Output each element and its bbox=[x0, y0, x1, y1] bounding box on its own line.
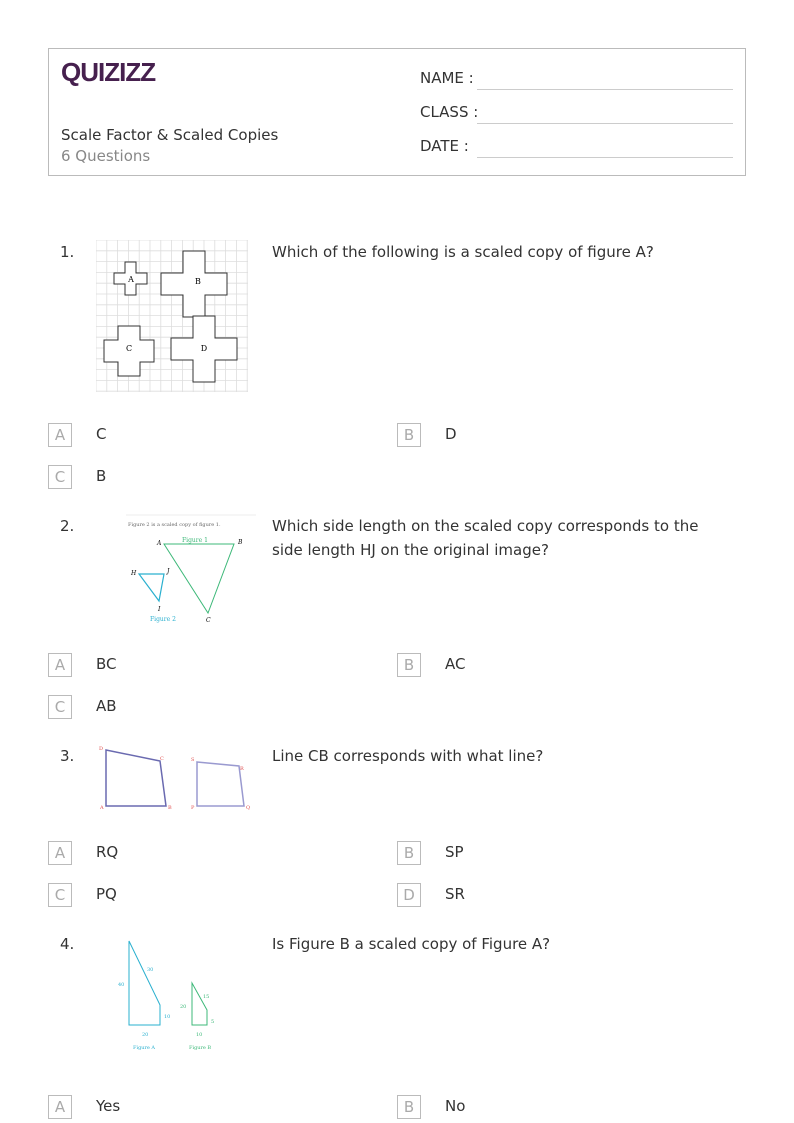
option-letter: B bbox=[397, 653, 421, 677]
vertex-d: D bbox=[99, 746, 104, 752]
label-a-bottom: 20 bbox=[142, 1032, 149, 1038]
quadrilaterals-image bbox=[96, 744, 256, 814]
name-label: NAME : bbox=[420, 69, 474, 87]
vertex-a: A bbox=[157, 540, 162, 547]
option-text: AB bbox=[96, 697, 117, 715]
option-letter: B bbox=[397, 423, 421, 447]
class-label: CLASS : bbox=[420, 103, 479, 121]
question-number: 1. bbox=[60, 243, 75, 261]
question-number: 2. bbox=[60, 517, 75, 535]
vertex-p: P bbox=[191, 805, 195, 811]
option-letter: C bbox=[48, 695, 72, 719]
option-text: BC bbox=[96, 655, 117, 673]
option-letter: A bbox=[48, 653, 72, 677]
label-b-hyp: 15 bbox=[203, 994, 210, 1000]
label-b-right: 5 bbox=[211, 1019, 215, 1025]
option-text: SR bbox=[445, 885, 465, 903]
figure-caption: Figure 2 is a scaled copy of figure 1. bbox=[128, 522, 221, 528]
vertex-a: A bbox=[100, 805, 104, 811]
option-text: RQ bbox=[96, 843, 119, 861]
question-number: 4. bbox=[60, 935, 75, 953]
grid-figures-image bbox=[96, 240, 248, 392]
question-count: 6 Questions bbox=[61, 147, 151, 165]
figure-b-name: Figure B bbox=[189, 1045, 212, 1051]
date-label: DATE : bbox=[420, 137, 469, 155]
option-text: No bbox=[445, 1097, 466, 1115]
label-a-hyp: 30 bbox=[147, 967, 154, 973]
figure-label-d: D bbox=[200, 344, 208, 353]
label-b-left: 20 bbox=[180, 1004, 187, 1010]
triangles-image bbox=[126, 514, 256, 626]
figure-2-label: Figure 2 bbox=[150, 616, 176, 623]
vertex-c: C bbox=[206, 617, 211, 624]
option-letter: D bbox=[397, 883, 421, 907]
figure-1-label: Figure 1 bbox=[182, 537, 208, 544]
question-text: Which side length on the scaled copy corresponds to the side length HJ on the original image? bbox=[272, 517, 699, 559]
class-field[interactable] bbox=[420, 103, 478, 121]
vertex-b: B bbox=[238, 539, 243, 546]
date-field[interactable] bbox=[420, 137, 469, 155]
figure-label-a: A bbox=[128, 275, 134, 284]
option-letter: B bbox=[397, 1095, 421, 1119]
option-text: D bbox=[445, 425, 457, 443]
question-text: Line CB corresponds with what line? bbox=[272, 747, 544, 765]
quizizz-logo: QUIZIZZ bbox=[61, 57, 156, 87]
name-field[interactable] bbox=[420, 69, 474, 87]
question-text: Is Figure B a scaled copy of Figure A? bbox=[272, 935, 551, 953]
option-text: PQ bbox=[96, 885, 117, 903]
vertex-j: J bbox=[167, 568, 170, 575]
right-trapezoids-image bbox=[110, 932, 240, 1072]
option-text: AC bbox=[445, 655, 466, 673]
option-letter: C bbox=[48, 883, 72, 907]
option-letter: A bbox=[48, 841, 72, 865]
option-text: SP bbox=[445, 843, 464, 861]
figure-label-b: B bbox=[195, 277, 201, 286]
worksheet-title: Scale Factor & Scaled Copies bbox=[61, 126, 279, 144]
label-b-bottom: 10 bbox=[196, 1032, 203, 1038]
option-letter: A bbox=[48, 1095, 72, 1119]
option-text: Yes bbox=[96, 1097, 121, 1115]
vertex-c: C bbox=[160, 756, 164, 762]
figure-label-c: C bbox=[125, 344, 133, 353]
option-letter: C bbox=[48, 465, 72, 489]
question-number: 3. bbox=[60, 747, 75, 765]
question-text: Which of the following is a scaled copy of figure A? bbox=[272, 243, 654, 261]
label-a-right: 10 bbox=[164, 1014, 171, 1020]
vertex-i: I bbox=[158, 606, 161, 613]
vertex-h: H bbox=[131, 570, 137, 577]
vertex-s: S bbox=[191, 757, 195, 763]
option-letter: A bbox=[48, 423, 72, 447]
worksheet-header bbox=[48, 48, 746, 176]
option-text: C bbox=[96, 425, 107, 443]
figure-a-name: Figure A bbox=[133, 1045, 156, 1051]
option-text: B bbox=[96, 467, 107, 485]
vertex-r: R bbox=[240, 766, 244, 772]
option-letter: B bbox=[397, 841, 421, 865]
vertex-b: B bbox=[168, 805, 172, 811]
label-a-left: 40 bbox=[118, 982, 125, 988]
vertex-q: Q bbox=[246, 805, 251, 811]
